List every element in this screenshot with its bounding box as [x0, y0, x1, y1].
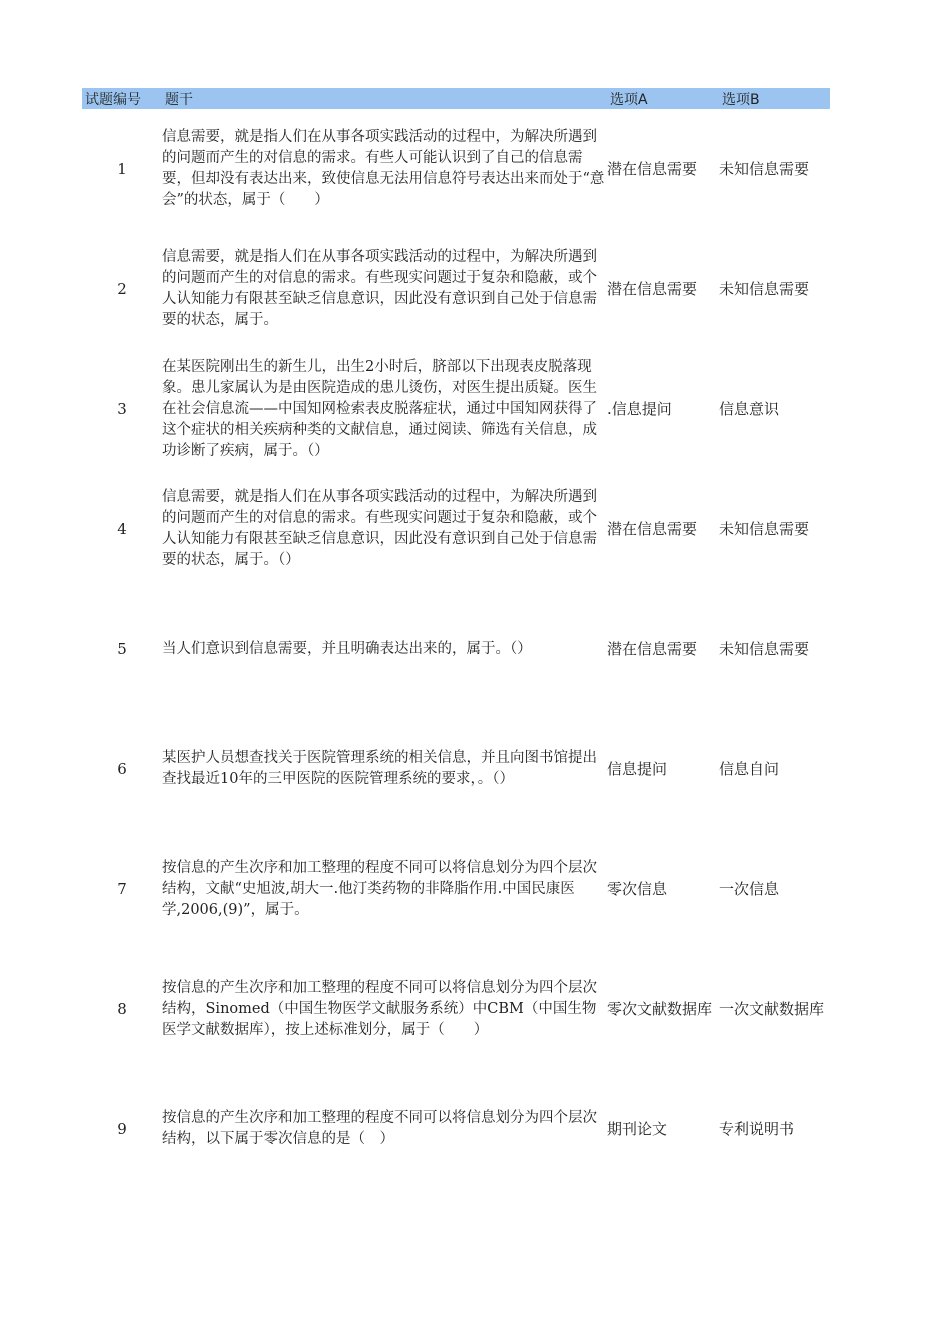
table-row — [82, 109, 830, 229]
row-id: 9 — [117, 1120, 127, 1138]
row-id: 2 — [117, 280, 127, 298]
row-option-a: .信息提问 — [607, 399, 672, 418]
row-option-b: 一次信息 — [719, 879, 780, 898]
row-id: 5 — [117, 640, 127, 658]
row-option-b: 信息意识 — [719, 399, 780, 418]
table-row — [82, 349, 830, 469]
header-option-b: 选项B — [722, 91, 760, 108]
row-option-b: 未知信息需要 — [719, 519, 810, 538]
row-stem: 信息需要，就是指人们在从事各项实践活动的过程中，为解决所遇到的问题而产生的对信息的需求。有些现实问题过于复杂和隐蔽，或个人认知能力有限甚至缺乏信息意识，因此没有意识到自己处于信息需要的状态，属于。 — [162, 249, 597, 328]
row-stem: 按信息的产生次序和加工整理的程度不同可以将信息划分为四个层次结构，以下属于零次信息的是（ ） — [162, 1110, 597, 1147]
row-id: 1 — [117, 160, 127, 178]
header-id: 试题编号 — [85, 91, 141, 108]
row-stem: 某医护人员想查找关于医院管理系统的相关信息，并且向图书馆提出查找最近10年的三甲医院的医院管理系统的要求，。（） — [162, 750, 597, 787]
row-option-a: 潜在信息需要 — [607, 519, 698, 538]
row-option-a: 信息提问 — [607, 759, 668, 778]
row-id: 3 — [117, 400, 127, 418]
question-table — [82, 88, 830, 1189]
table-row — [82, 229, 830, 349]
row-option-a: 潜在信息需要 — [607, 279, 698, 298]
row-option-b: 专利说明书 — [719, 1119, 795, 1138]
table-row — [82, 1069, 830, 1189]
header-stem: 题干 — [165, 91, 193, 108]
row-option-b: 一次文献数据库 — [719, 999, 825, 1018]
row-option-a: 零次信息 — [607, 879, 668, 898]
row-option-a: 潜在信息需要 — [607, 159, 698, 178]
row-id: 6 — [117, 760, 127, 778]
table-row — [82, 709, 830, 829]
header-option-a: 选项A — [610, 91, 648, 108]
row-option-b: 信息自问 — [719, 759, 780, 778]
row-option-b: 未知信息需要 — [719, 279, 810, 298]
table-row — [82, 469, 830, 589]
row-id: 7 — [117, 880, 127, 898]
row-option-a: 零次文献数据库 — [607, 999, 713, 1018]
row-id: 4 — [117, 520, 127, 538]
row-stem: 按信息的产生次序和加工整理的程度不同可以将信息划分为四个层次结构，文献“史旭波,胡大一.他汀类药物的非降脂作用.中国民康医学,2006,(9)”，属于。 — [162, 859, 597, 918]
row-stem: 在某医院刚出生的新生儿，出生2小时后，脐部以下出现表皮脱落现象。患儿家属认为是由医院造成的患儿烫伤，对医生提出质疑。医生在社会信息流——中国知网检索表皮脱落症状，通过中国知网获得了这个症状的相关疾病种类的文献信息，通过阅读、筛选有关信息，成功诊断了疾病，属于。（） — [162, 358, 597, 459]
row-stem: 信息需要，就是指人们在从事各项实践活动的过程中，为解决所遇到的问题而产生的对信息的需求。有些人可能认识到了自己的信息需要，但却没有表达出来，致使信息无法用信息符号表达出来而处于“意会”的状态，属于（ ） — [162, 129, 605, 208]
row-id: 8 — [117, 1000, 127, 1018]
row-option-b: 未知信息需要 — [719, 639, 810, 658]
row-stem: 信息需要，就是指人们在从事各项实践活动的过程中，为解决所遇到的问题而产生的对信息的需求。有些现实问题过于复杂和隐蔽，或个人认知能力有限甚至缺乏信息意识，因此没有意识到自己处于信息需要的状态，属于。（） — [162, 489, 597, 568]
row-stem: 按信息的产生次序和加工整理的程度不同可以将信息划分为四个层次结构，Sinomed（中国生物医学文献服务系统）中CBM（中国生物医学文献数据库），按上述标准划分，属于（ ） — [162, 979, 597, 1038]
row-stem: 当人们意识到信息需要，并且明确表达出来的，属于。（） — [162, 640, 532, 657]
table-row — [82, 589, 830, 709]
row-option-b: 未知信息需要 — [719, 159, 810, 178]
table-row — [82, 829, 830, 949]
table-header — [82, 88, 830, 109]
row-option-a: 潜在信息需要 — [607, 639, 698, 658]
row-option-a: 期刊论文 — [607, 1119, 668, 1138]
table-row — [82, 949, 830, 1069]
